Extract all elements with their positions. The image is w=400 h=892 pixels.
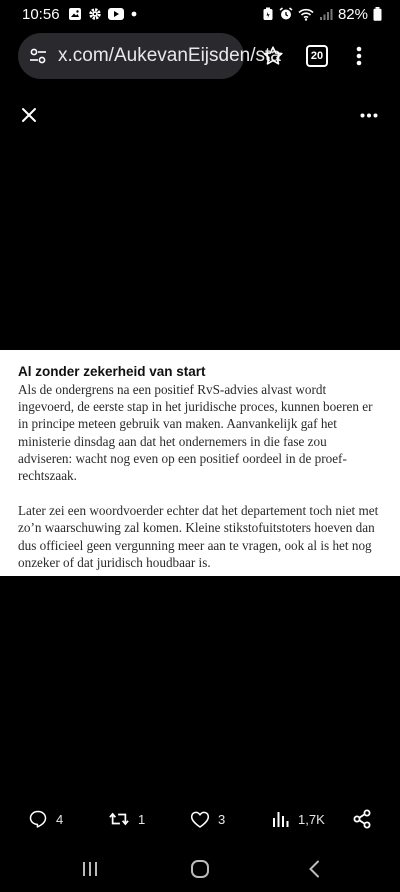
reply-icon[interactable] [28, 809, 48, 829]
bookmark-star-icon[interactable] [262, 45, 284, 67]
heart-icon[interactable] [190, 810, 210, 829]
browser-toolbar [0, 32, 400, 80]
address-bar[interactable] [18, 33, 281, 79]
battery-saver-icon [262, 7, 274, 21]
tweet-action-bar [0, 806, 400, 832]
system-navigation-bar [0, 850, 400, 888]
back-chevron-icon[interactable] [308, 860, 320, 878]
close-icon[interactable] [21, 107, 37, 123]
battery-percentage: 82% [337, 5, 368, 23]
reply-count: 4 [56, 811, 64, 827]
views-count: 1,7K [298, 811, 325, 827]
views-chart-icon[interactable] [272, 810, 290, 828]
article-heading: Al zonder zekerheid van start [18, 364, 206, 379]
wifi-icon [298, 8, 314, 21]
tab-switcher-button[interactable]: 20 [306, 45, 328, 67]
settings-icon [88, 7, 102, 21]
reply-button[interactable] [28, 809, 63, 829]
home-button[interactable] [188, 858, 212, 880]
repost-icon[interactable] [108, 809, 130, 829]
repost-count: 1 [138, 811, 146, 827]
back-button[interactable] [302, 858, 326, 880]
share-icon[interactable] [352, 809, 372, 829]
more-horizontal-icon[interactable] [360, 113, 378, 118]
views-button[interactable] [272, 810, 325, 828]
like-count: 3 [218, 811, 226, 827]
gallery-icon [68, 7, 82, 21]
recent-apps-button[interactable] [78, 858, 102, 880]
close-button[interactable] [18, 104, 40, 126]
dot-icon [130, 10, 138, 18]
article-screenshot-image [0, 350, 400, 576]
share-button[interactable] [352, 809, 372, 829]
like-button[interactable] [190, 810, 225, 829]
status-time: 10:56 [22, 5, 60, 23]
more-options-button[interactable] [358, 104, 380, 126]
youtube-icon [108, 8, 124, 20]
battery-icon [373, 7, 382, 21]
recent-apps-icon[interactable] [81, 860, 99, 878]
site-settings-icon[interactable] [28, 46, 48, 66]
signal-icon [319, 8, 333, 21]
alarm-icon [279, 7, 293, 21]
article-paragraph: Later zei een woordvoerder echter dat het departement toch niet met zo’n waarschuwing zal komen. Kleine stikstofuitstoters hoeven dan dus officieel geen vergunning meer aan te vragen, ook al is het nog onzeker of dat juridisch houdbaar is. [18, 503, 379, 570]
more-vertical-icon[interactable] [356, 46, 362, 66]
status-bar [0, 0, 400, 28]
repost-button[interactable] [108, 809, 145, 829]
url-text[interactable]: x.com/AukevanEijsden/sta [58, 45, 281, 66]
home-icon[interactable] [190, 859, 210, 879]
article-paragraph: Als de ondergrens na een positief RvS-advies alvast wordt ingevoerd, de eerste stap in het juridische proces, kunnen boeren er in principe meteen gebruik van maken. Aanvankelijk gaf het ministerie dinsdag aan dat het ondernemers in die fase zou adviseren: wacht nog even op een positief oordeel in de proef-rechtszaak. [18, 382, 373, 484]
